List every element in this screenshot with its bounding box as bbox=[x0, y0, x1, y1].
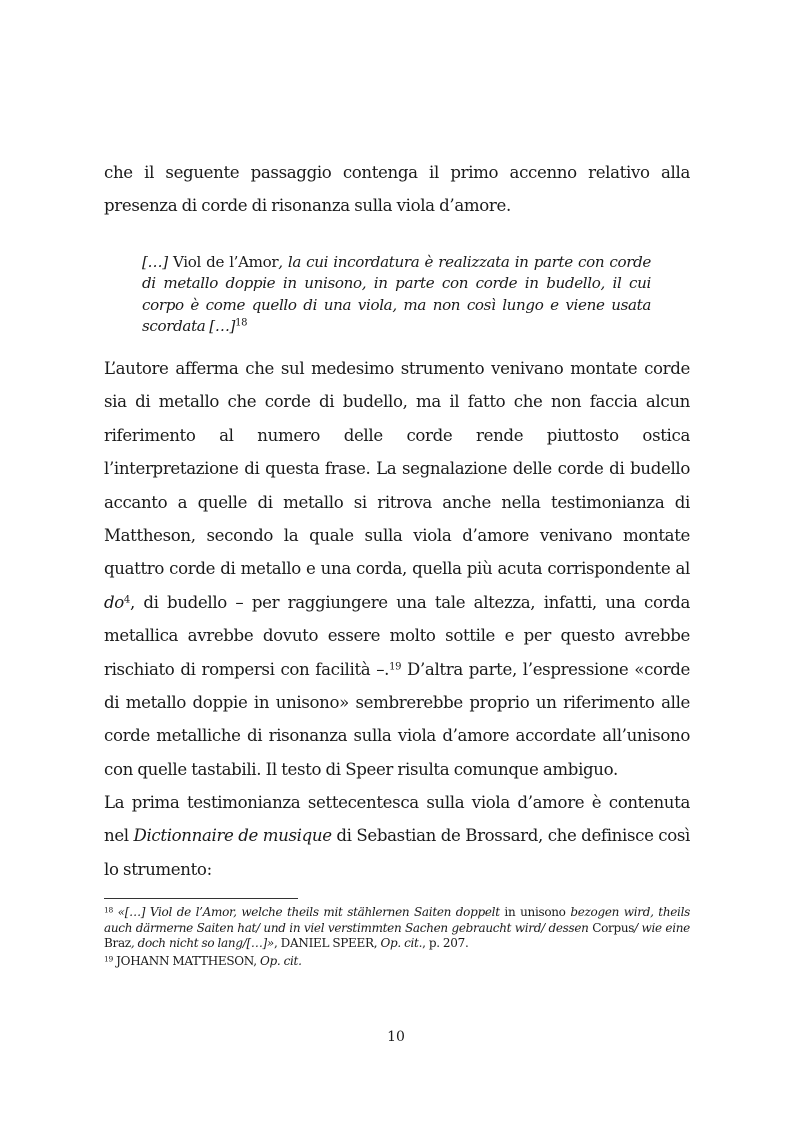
quote-text: , la cui incordatura è realizzata in parte con corde di metallo doppie in unisono, in parte con corde in budello, il cui corpo è come quello di una viola, ma non così lungo e viene usata scordata […] bbox=[142, 253, 651, 336]
footnote-ref-19[interactable]: 19 bbox=[389, 661, 402, 673]
footnote-18 bbox=[104, 905, 690, 952]
footnote-18-german-4: , doch nicht so lang/[…]» bbox=[130, 936, 274, 951]
paragraph-1-text: che il seguente passaggio contenga il primo accenno relativo alla presenza di corde di risonanza sulla viola d’amore. bbox=[104, 163, 690, 216]
footnote-18-german-2: bezogen wird, theils auch därmerne Saiten hat/ und in viel verstimmten Sachen gebraucht wird/ dessen bbox=[104, 905, 690, 935]
footnote-19-opcit: Op. cit. bbox=[259, 954, 302, 968]
footnote-18-number: 18 bbox=[104, 905, 113, 915]
note-octave: 4 bbox=[123, 594, 130, 606]
footnote-18-page: , p. 207. bbox=[422, 936, 469, 951]
footnote-19-number: 19 bbox=[104, 954, 113, 964]
page-number: 10 bbox=[387, 1029, 405, 1045]
paragraph-2 bbox=[104, 352, 690, 786]
quote-viol-name: Viol de l’Amor bbox=[167, 253, 279, 271]
quote-ellipsis: […] bbox=[142, 253, 168, 271]
footnote-18-term-3: Braz bbox=[104, 936, 131, 951]
footnote-divider bbox=[104, 898, 298, 899]
paragraph-2-part-1: L’autore afferma che sul medesimo strumento venivano montate corde sia di metallo che corde di budello, ma il fatto che non faccia alcun riferimento al numero delle corde rende piuttosto ostica l’interpretazione di questa frase. La segnalazione delle corde di budello accanto a quelle di metallo si ritrova anche nella testimonianza di Mattheson, secondo la quale sulla viola d’amore venivano montate quattro corde di metallo e una corda, quella più acuta corrispondente al bbox=[104, 359, 690, 579]
footnote-19 bbox=[104, 954, 690, 970]
footnote-ref-18[interactable]: 18 bbox=[235, 317, 248, 329]
footnote-18-opcit: Op. cit. bbox=[380, 936, 423, 951]
footnote-18-term-2: Corpus bbox=[588, 920, 635, 935]
book-title: Dictionnaire de musique bbox=[133, 826, 332, 846]
footnote-18-term-1: in unisono bbox=[499, 905, 571, 919]
paragraph-3-part-2: di Sebastian de Brossard, che definisce così lo strumento: bbox=[104, 826, 690, 879]
paragraph-2-part-3: D’altra parte, l’espressione «corde di metallo doppie in unisono» sembrerebbe proprio un riferimento alle corde metalliche di risonanza sulla viola d’amore accordate all’unisono con quelle tastabili. Il testo di Speer risulta comunque ambiguo. bbox=[104, 659, 691, 779]
paragraph-3 bbox=[104, 786, 690, 886]
footnote-19-author: JOHANN MATTHESON, bbox=[112, 954, 260, 968]
paragraph-3-part-1: La prima testimonianza settecentesca sulla viola d’amore è contenuta nel bbox=[104, 793, 690, 846]
footnote-18-german-1: «[…] Viol de l’Amor, welche theils mit stählernen Saiten doppelt bbox=[112, 905, 500, 919]
footnote-18-author: , DANIEL SPEER, bbox=[273, 936, 381, 951]
note-name: do bbox=[104, 592, 124, 612]
paragraph-1 bbox=[104, 156, 690, 223]
footnote-18-german-3: / wie eine bbox=[634, 920, 690, 935]
paragraph-2-part-2: , di budello – per raggiungere una tale altezza, infatti, una corda metallica avrebbe dovuto essere molto sottile e per questo avrebbe rischiato di rompersi con facilità –. bbox=[104, 592, 690, 679]
block-quote bbox=[142, 252, 651, 338]
